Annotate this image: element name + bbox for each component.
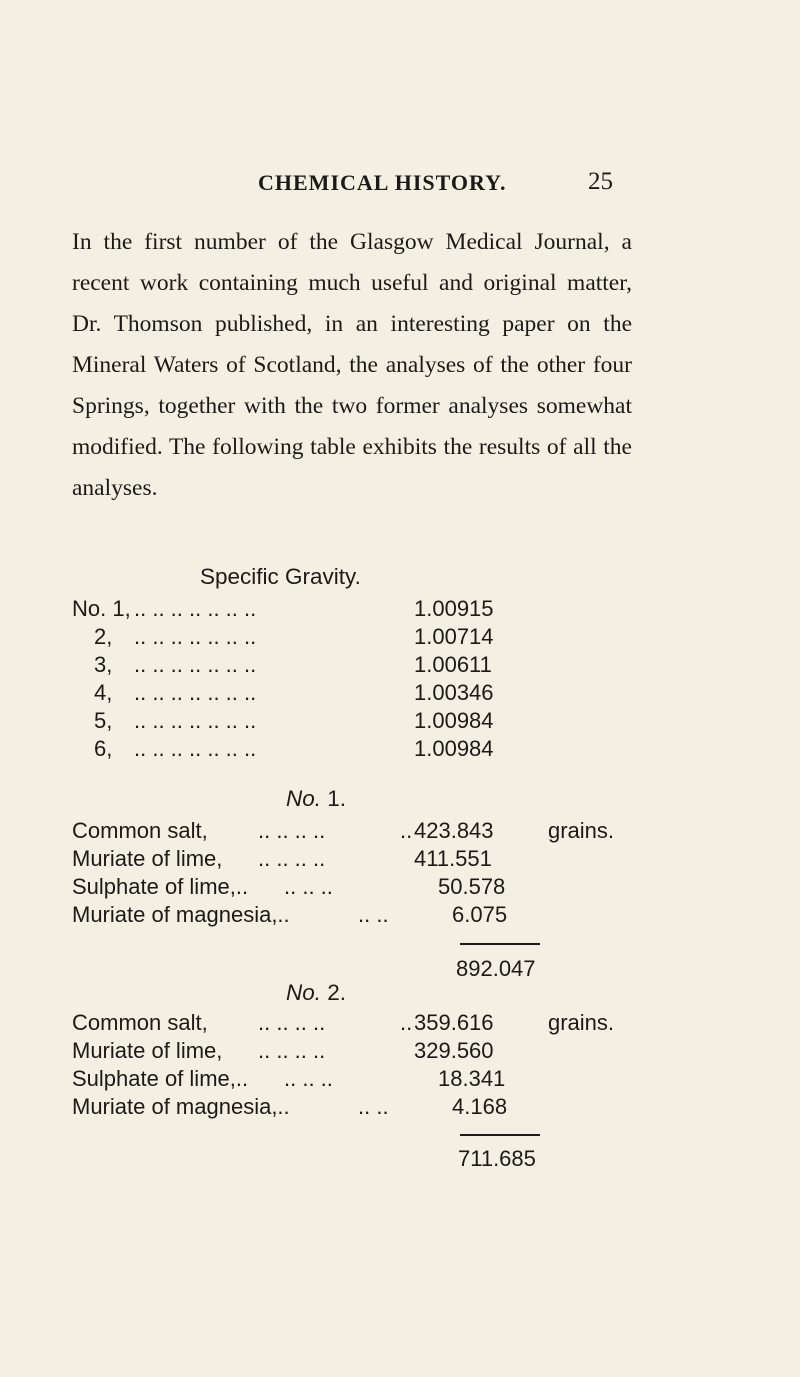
analysis-title-num: 2. (327, 980, 347, 1005)
quantity-value: 411.551 (414, 846, 492, 871)
substance-label: Common salt, (72, 1010, 208, 1035)
row-dots: .. .. (358, 1094, 389, 1119)
row-dots: .. .. .. (284, 1066, 333, 1091)
substance-label: Muriate of magnesia,.. (72, 1094, 290, 1119)
analysis-total: 892.047 (456, 956, 536, 981)
page-header (0, 168, 800, 204)
row-dots: .. .. .. (284, 874, 333, 899)
row-dots: .. .. .. .. (258, 818, 326, 843)
substance-label: Muriate of lime, (72, 1038, 223, 1063)
row-dots: .. .. .. .. (258, 1038, 326, 1063)
sg-dots: .. .. .. .. .. .. .. (134, 736, 257, 761)
sg-dots: .. .. .. .. .. .. .. (134, 680, 257, 705)
sg-value: 1.00984 (414, 736, 494, 761)
sg-dots: .. .. .. .. .. .. .. (134, 596, 257, 621)
sg-value: 1.00714 (414, 624, 494, 649)
quantity-value: 359.616 (414, 1010, 494, 1035)
quantity-value: 4.168 (452, 1094, 508, 1119)
row-dots: .. .. .. .. (258, 1010, 326, 1035)
sg-value: 1.00611 (414, 652, 492, 677)
sg-dots: .. .. .. .. .. .. .. (134, 652, 257, 677)
sg-label: 2, (94, 624, 113, 649)
sg-label: 6, (94, 736, 113, 761)
page-number: 25 (588, 168, 613, 195)
unit-label: grains. (548, 1010, 615, 1035)
substance-label: Muriate of magnesia,.. (72, 902, 290, 927)
quantity-value: 50.578 (438, 874, 506, 899)
quantity-value: 18.341 (438, 1066, 506, 1091)
substance-label: Sulphate of lime,.. (72, 874, 249, 899)
sg-label: 3, (94, 652, 113, 677)
analysis-title-no: No. (286, 980, 322, 1005)
sum-rule (460, 943, 540, 945)
sg-value: 1.00984 (414, 708, 494, 733)
sum-rule (460, 1134, 540, 1136)
substance-label: Common salt, (72, 818, 208, 843)
substance-label: Muriate of lime, (72, 846, 223, 871)
sg-dots: .. .. .. .. .. .. .. (134, 708, 257, 733)
sg-label: No. 1, (72, 596, 131, 621)
sg-dots: .. .. .. .. .. .. .. (134, 624, 257, 649)
quantity-value: 423.843 (414, 818, 494, 843)
quantity-value: 6.075 (452, 902, 508, 927)
specific-gravity-title: Specific Gravity. (200, 564, 361, 589)
body-paragraph: In the first number of the Glasgow Medical Journal, a recent work containing much useful and original matter, Dr. Thomson published, in an interesting paper on the Mineral Waters of Scotland, the analyses of the other four Springs, together with the two former analyses somewhat modified. The following table exhibits the results of all the analyses. (72, 229, 632, 501)
row-dots: .. .. (358, 902, 389, 927)
sg-label: 5, (94, 708, 113, 733)
unit-label: grains. (548, 818, 615, 843)
analysis-title-no: No. (286, 786, 322, 811)
row-dots: .. .. .. .. (258, 846, 326, 871)
quantity-value: 329.560 (414, 1038, 494, 1063)
running-head: CHEMICAL HISTORY. (258, 170, 507, 195)
sg-label: 4, (94, 680, 113, 705)
analysis-title (286, 980, 346, 1006)
sg-value: 1.00915 (414, 596, 494, 621)
substance-label: Sulphate of lime,.. (72, 1066, 249, 1091)
analysis-total: 711.685 (458, 1146, 536, 1171)
analysis-title (286, 786, 346, 812)
sg-value: 1.00346 (414, 680, 494, 705)
analysis-title-num: 1. (327, 786, 347, 811)
